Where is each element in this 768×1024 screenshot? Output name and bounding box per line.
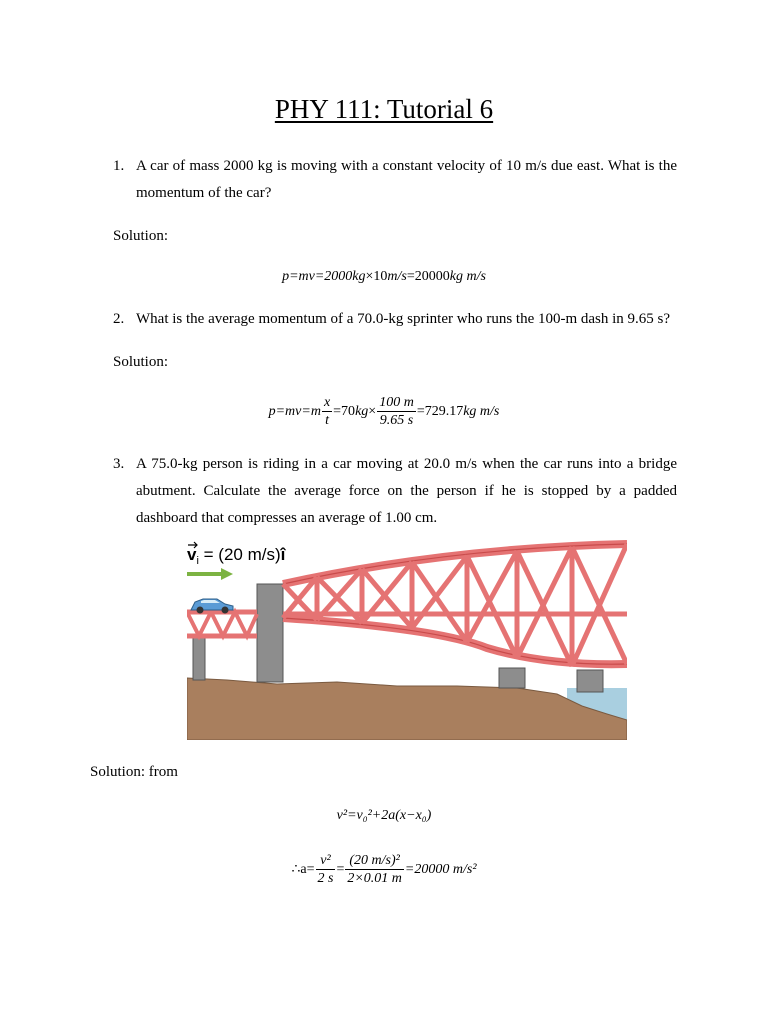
question-text: A 75.0-kg person is riding in a car moving at 20.0 m/s when the car runs into a bridge abutment. Calculate the average force on the person if he is stopped by a padded dashboard that compresses an average of 1.00 cm.	[136, 456, 677, 526]
eq4-lhs: ∴a=	[291, 862, 315, 878]
question-1	[113, 153, 677, 207]
pier	[577, 670, 603, 692]
eq1-unit-1: kg	[352, 269, 366, 284]
fraction-numerator: v²	[316, 853, 336, 870]
fraction-numerator: x	[323, 395, 331, 410]
question-number: 3.	[113, 456, 125, 472]
question-2	[113, 306, 677, 333]
eq4-equals: =	[336, 862, 345, 878]
solution-label-2: Solution:	[113, 354, 169, 370]
question-text: What is the average momentum of a 70.0-kg sprinter who runs the 100-m dash in 9.65 s?	[136, 311, 671, 327]
pier	[257, 584, 283, 682]
fraction-denominator: 2×0.01 m	[347, 871, 402, 886]
question-text: A car of mass 2000 kg is moving with a constant velocity of 10 m/s due east. What is the momentum of the car?	[136, 158, 677, 201]
cantilever-truss	[283, 544, 627, 666]
solution-from-label: Solution: from	[90, 764, 178, 780]
fraction-v2-over-2s	[316, 853, 336, 887]
ground	[187, 678, 627, 740]
eq2-mid: =70	[333, 404, 356, 420]
eq2-lhs: p=mv=m	[268, 404, 321, 420]
pier	[193, 636, 205, 680]
question-3	[113, 451, 677, 532]
fraction-denominator: t	[325, 413, 329, 428]
eq2-times: ×	[368, 404, 377, 420]
eq4-result: =20000 m/s²	[404, 862, 477, 878]
equation-1	[0, 269, 768, 285]
eq1-equals: =20000	[406, 269, 450, 284]
eq1-lhs: p=mv=2000	[282, 269, 353, 284]
velocity-arrow-icon	[187, 568, 233, 580]
fraction-velocity-over-distance	[345, 853, 404, 887]
velocity-symbol: v	[187, 545, 197, 564]
velocity-label	[187, 545, 287, 567]
fraction-x-over-t	[322, 395, 332, 429]
unit-vector: î	[280, 545, 286, 564]
equation-2	[0, 395, 768, 429]
eq1-times: ×10	[365, 269, 388, 284]
fraction-distance-over-time	[377, 395, 416, 429]
equation-4	[0, 853, 768, 887]
velocity-value: = (20 m/s)	[198, 545, 281, 564]
approach-truss	[187, 612, 257, 636]
equation-3: v²=v₀²+2a(x−x₀)	[336, 808, 432, 823]
eq1-unit-3: kg m/s	[449, 269, 486, 284]
fraction-numerator: 100 m	[379, 395, 414, 410]
fraction-denominator: 9.65 s	[379, 413, 414, 428]
fraction-denominator: 2 s	[317, 871, 334, 886]
page-title: PHY 111: Tutorial 6	[274, 94, 494, 124]
question-number: 2.	[113, 311, 125, 327]
eq1-unit-2: m/s	[387, 269, 407, 284]
solution-label-1: Solution:	[113, 228, 169, 244]
question-number: 1.	[113, 158, 125, 174]
eq2-result: =729.17	[416, 404, 464, 420]
velocity-subscript: i	[196, 555, 199, 567]
eq2-unit-1: kg	[355, 404, 369, 420]
pier	[499, 668, 525, 688]
fraction-numerator: (20 m/s)²	[345, 853, 404, 870]
eq2-unit-2: kg m/s	[463, 404, 500, 420]
bridge-figure	[187, 538, 627, 740]
